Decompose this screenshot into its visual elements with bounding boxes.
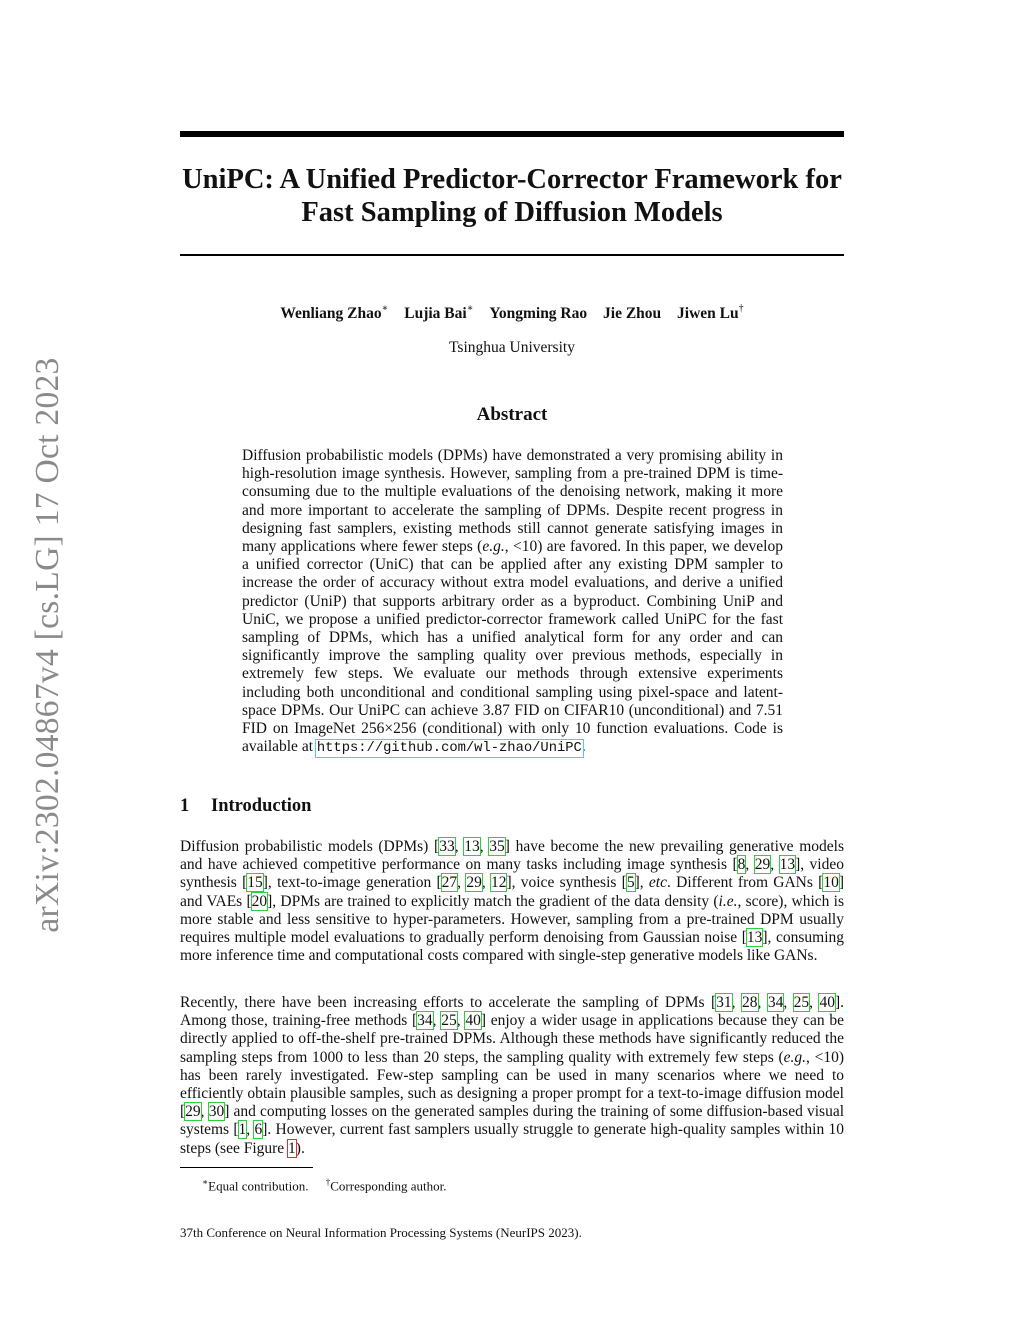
text-run: , score), which is more stable and less sensitive to hyper-parameters. However, sampling from a pre-trained DPM usually requires multiple model evaluations to gradually perform denoising from Gaussian noise [ — [180, 892, 844, 947]
citation-link[interactable]: 34 — [767, 994, 784, 1011]
citation-link[interactable]: 29 — [754, 856, 771, 874]
text-run: ], text-to-image generation [ — [262, 874, 442, 892]
citation-link[interactable]: 40 — [465, 1012, 481, 1030]
title-rule-bottom — [180, 254, 844, 256]
author — [677, 300, 744, 324]
citation-link[interactable]: 28 — [742, 994, 758, 1011]
code-link[interactable]: https://github.com/wl-zhao/UniPC — [316, 741, 582, 757]
citation-link[interactable]: 13 — [746, 929, 763, 947]
citation-link[interactable]: 30 — [208, 1103, 225, 1121]
text-run: Recently, there have been increasing efforts to accelerate the sampling of DPMs [ — [180, 994, 717, 1011]
venue-note: 37th Conference on Neural Information Processing Systems (NeurIPS 2023). — [180, 1225, 582, 1240]
intro-paragraph-1: Diffusion probabilistic models (DPMs) [33, 13, 35] have become the new prevailing generative models and have achieved competitive performance on many tasks including image synthesis [8, 29, 13], video synthesis [15], text-to-image generation [27, 29, 12], voice synthesis [5], etc. Different from GANs [10] and VAEs [20], DPMs are trained to explicitly match the gradient of the data density (i.e., score), which is more stable and less sensitive to hyper-parameters. However, sampling from a pre-trained DPM usually requires multiple model evaluations to gradually perform denoising from Gaussian noise [13], consuming more inference time and computational costs compared with single-step generative models like GANs. — [180, 838, 845, 965]
citation-link[interactable]: 20 — [251, 892, 268, 910]
author-mark: † — [738, 303, 744, 314]
citation-link[interactable]: 27 — [441, 874, 458, 892]
text-run: ). — [295, 1139, 305, 1157]
text-run: Diffusion probabilistic models (DPMs) [ — [180, 838, 440, 855]
footnote-text: Corresponding author. — [330, 1178, 447, 1194]
title-rule-top — [180, 131, 844, 137]
citation-link[interactable]: 10 — [823, 874, 839, 892]
paper-title: UniPC: A Unified Predictor-Corrector Framework for Fast Sampling of Diffusion Models — [182, 164, 842, 228]
author — [603, 300, 661, 324]
footnote — [326, 1173, 447, 1195]
citation-link[interactable]: 8 — [737, 856, 746, 874]
eg-text: e.g. — [783, 1048, 807, 1066]
abstract-eg: e.g. — [482, 538, 505, 556]
author-name: Jiwen Lu — [677, 305, 739, 323]
author — [404, 300, 473, 324]
ie-text: i.e. — [718, 892, 738, 910]
abstract-text — [242, 447, 783, 758]
citation-link[interactable]: 31 — [716, 994, 732, 1011]
citation-link[interactable]: 40 — [819, 994, 835, 1011]
citation-link[interactable]: 35 — [489, 838, 505, 855]
footnote-mark: † — [325, 1177, 331, 1187]
text-run: ], voice synthesis [ — [506, 874, 627, 892]
section-title: Introduction — [211, 796, 312, 816]
text-run: ] have become the new prevailing generative models and have achieved competitive performance on many tasks including image synthesis [ — [180, 838, 844, 874]
section-number: 1 — [180, 796, 190, 816]
text-run: ], — [634, 874, 649, 892]
citation-link[interactable]: 15 — [247, 874, 263, 892]
author-name: Wenliang Zhao — [280, 305, 382, 323]
author-name: Jie Zhou — [603, 305, 662, 323]
author-list — [180, 300, 844, 324]
abstract-text-part: , <10) are favored. In this paper, we develop a unified corrector (UniC) that can be applied after any existing DPM sampler to increase the order of accuracy without extra model evaluations, and derive a unified predictor (UniP) that supports arbitrary order as a byproduct. Combining UniP and UniC, we propose a unified predictor-corrector framework called UniPC for the fast sampling of DPMs, which has a unified analytical form for any order and can significantly improve the sampling quality over previous methods, especially in extremely few steps. We evaluate our methods through extensive experiments including both unconditional and conditional sampling using pixel-space and latent-space DPMs. Our UniPC can achieve 3.87 FID on CIFAR10 (unconditional) and 7.51 FID on ImageNet 256×256 (conditional) with only 10 function evaluations. Code is available at — [242, 538, 783, 756]
citation-link[interactable]: 34 — [417, 1012, 433, 1030]
author-name: Yongming Rao — [489, 305, 588, 323]
footnote-mark: ∗ — [202, 1177, 209, 1187]
text-run: ] enjoy a wider usage in applications because they can be directly applied to off-the-shelf pre-trained DPMs. Although these methods have significantly reduced the sampling steps from 1000 to less than 20 steps, the sampling quality with extremely few steps ( — [180, 1012, 845, 1066]
etc-text: etc — [648, 874, 667, 892]
footnote-rule — [180, 1167, 313, 1168]
footnote — [202, 1173, 309, 1195]
citation-link[interactable]: 33 — [439, 838, 455, 855]
author-name: Lujia Bai — [404, 305, 467, 323]
text-run: ]. Among those, training-free methods [ — [180, 994, 845, 1030]
abstract-heading: Abstract — [476, 404, 548, 425]
text-run: ] and VAEs [ — [180, 874, 845, 910]
text-run: ], video synthesis [ — [180, 856, 844, 892]
abstract-text-part: Diffusion probabilistic models (DPMs) have demonstrated a very promising ability in high-resolution image synthesis. However, sampling from a pre-trained DPM is time-consuming due to the multiple evaluations of the denoising network, making it more and more important to accelerate the sampling of DPMs. Despite recent progress in designing fast samplers, existing methods still cannot generate satisfying images in many applications where fewer steps ( — [242, 447, 783, 556]
citation-link[interactable]: 1 — [238, 1121, 247, 1139]
citation-link[interactable]: 29 — [466, 874, 482, 892]
text-run: ]. However, current fast samplers usually struggle to generate high-quality samples within 10 steps (see Figure — [180, 1121, 845, 1157]
abstract-text-end: . — [581, 738, 586, 756]
author-mark: ∗ — [466, 303, 474, 314]
affiliation: Tsinghua University — [449, 339, 575, 356]
citation-link[interactable]: 13 — [779, 856, 796, 874]
author-mark: ∗ — [381, 303, 389, 314]
citation-link[interactable]: 13 — [464, 838, 480, 855]
citation-link[interactable]: 25 — [793, 994, 810, 1011]
footnotes — [202, 1173, 842, 1195]
text-run: , <10) has been rarely investigated. Few-step sampling can be used in many scenarios where we need to efficiently obtain plausible samples, such as designing a proper prompt for a text-to-image diffusion model [ — [180, 1048, 844, 1121]
text-run: ], DPMs are trained to explicitly match the gradient of the data density ( — [267, 892, 719, 910]
text-run: ] and computing losses on the generated samples during the training of some diffusion-based visual systems [ — [180, 1103, 845, 1139]
citation-link[interactable]: 6 — [254, 1121, 263, 1139]
footnote-text: Equal contribution. — [208, 1178, 309, 1194]
citation-link[interactable]: 12 — [490, 874, 507, 892]
citation-link[interactable]: 29 — [185, 1103, 201, 1121]
arxiv-id: arXiv:2302.04867v4 [cs.LG] 17 Oct 2023 — [29, 357, 66, 933]
author — [489, 300, 587, 324]
citation-link[interactable]: 25 — [441, 1012, 457, 1030]
text-run: ], consuming more inference time and computational costs compared with single-step generative models like GANs. — [180, 929, 844, 965]
citation-link[interactable]: 5 — [626, 874, 635, 892]
figure-link[interactable]: 1 — [288, 1139, 296, 1157]
section-heading-introduction — [180, 795, 311, 817]
author — [280, 300, 388, 324]
text-run: . Different from GANs [ — [666, 874, 824, 892]
intro-paragraph-2: Recently, there have been increasing efforts to accelerate the sampling of DPMs [31, 28, 34, 25, 40]. Among those, training-free methods [34, 25, 40] enjoy a wider usage in applications because they can be directly applied to off-the-shelf pre-trained DPMs. Although these methods have significantly reduced the sampling steps from 1000 to less than 20 steps, the sampling quality with extremely few steps (e.g., <10) has been rarely investigated. Few-step sampling can be used in many scenarios where we need to efficiently obtain plausible samples, such as designing a proper prompt for a text-to-image diffusion model [29, 30] and computing losses on the generated samples during the training of some diffusion-based visual systems [1, 6]. However, current fast samplers usually struggle to generate high-quality samples within 10 steps (see Figure 1). — [180, 994, 845, 1157]
